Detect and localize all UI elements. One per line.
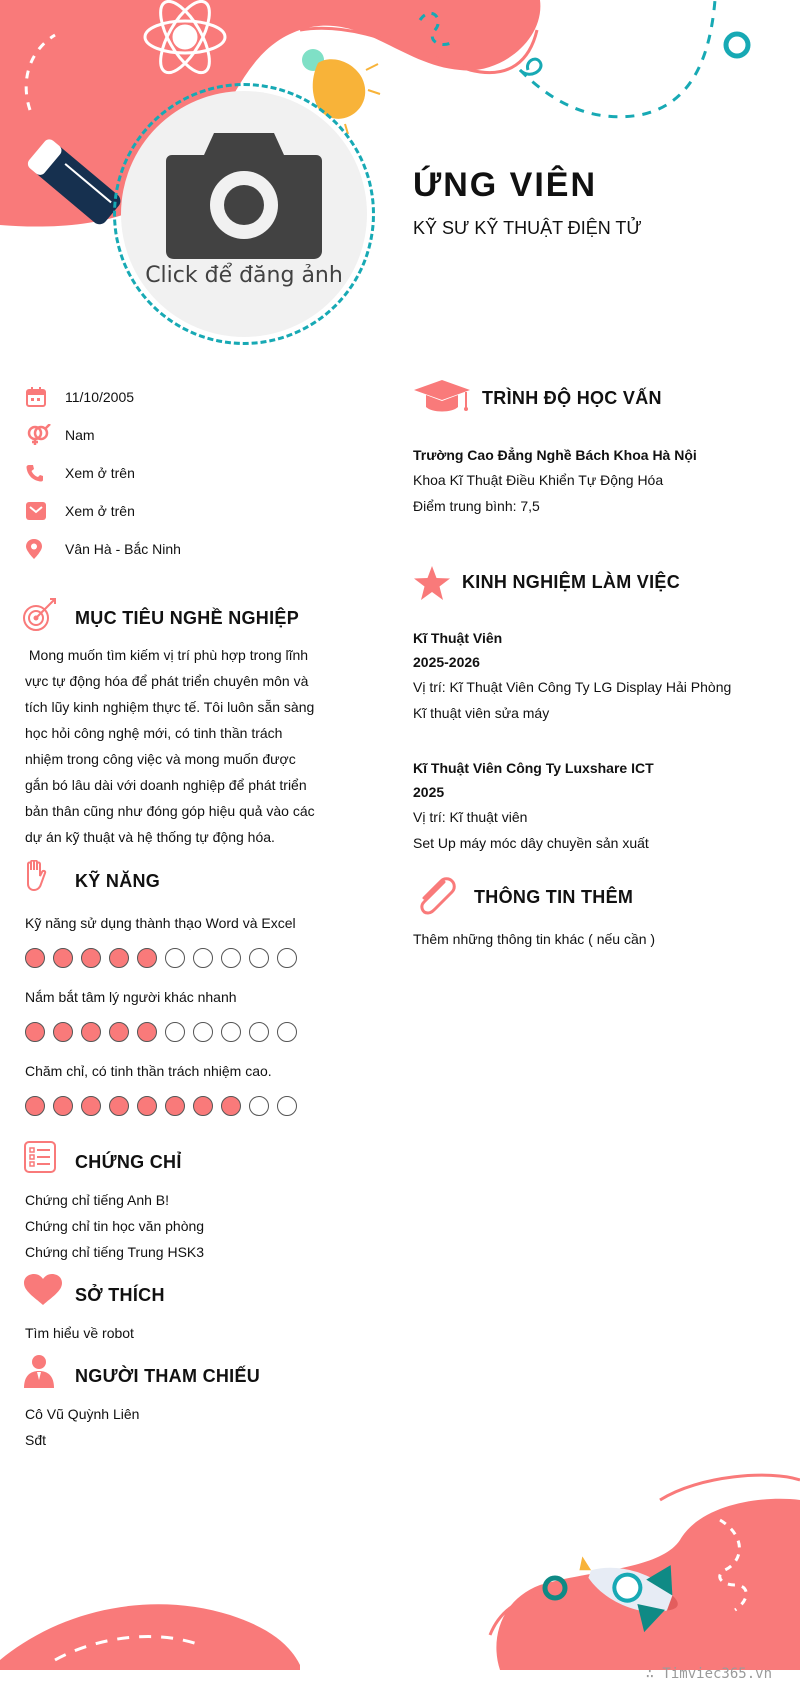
birthdate-value: 11/10/2005 xyxy=(65,389,135,405)
skills-title: KỸ NĂNG xyxy=(75,871,161,891)
experience-title: KINH NGHIỆM LÀM VIỆC xyxy=(462,572,681,592)
rating-dot-empty xyxy=(249,948,269,968)
rating-dot-empty xyxy=(193,948,213,968)
rating-dot-filled xyxy=(25,1022,45,1042)
rating-dot-empty xyxy=(193,1022,213,1042)
skill-name: Kỹ năng sử dụng thành thạo Word và Excel xyxy=(25,915,296,931)
rating-dot-filled xyxy=(25,948,45,968)
references-title: NGƯỜI THAM CHIẾU xyxy=(75,1366,261,1386)
rating-dot-filled xyxy=(53,1022,73,1042)
rating-dot-filled xyxy=(137,948,157,968)
objective-line: dự án kỹ thuật và hệ thống tự động hóa. xyxy=(25,829,275,845)
gender-value: Nam xyxy=(65,427,95,443)
job-title: Kĩ Thuật Viên xyxy=(413,630,503,646)
hand-icon xyxy=(24,860,48,892)
rating-dot-filled xyxy=(165,1096,185,1116)
rating-dot-filled xyxy=(109,948,129,968)
email-value: Xem ở trên xyxy=(65,503,135,519)
skill-name: Nắm bắt tâm lý người khác nhanh xyxy=(25,989,237,1005)
info-birthdate xyxy=(26,383,134,411)
education-faculty: Khoa Kĩ Thuật Điều Khiển Tự Động Hóa xyxy=(413,472,664,488)
additional-text: Thêm những thông tin khác ( nếu cần ) xyxy=(413,931,656,947)
job-period: 2025 xyxy=(413,784,445,800)
person-icon xyxy=(24,1354,54,1388)
skill-name: Chăm chỉ, có tinh thần trách nhiệm cao. xyxy=(25,1063,272,1079)
rating-dot-filled xyxy=(81,1096,101,1116)
photo-upload-area[interactable] xyxy=(121,91,367,337)
rating-dot-empty xyxy=(249,1096,269,1116)
reference-item: Sđt xyxy=(25,1432,47,1448)
education-title: TRÌNH ĐỘ HỌC VẤN xyxy=(482,388,662,408)
phone-value: Xem ở trên xyxy=(65,465,135,481)
rating-dot-empty xyxy=(277,948,297,968)
objective-title: MỤC TIÊU NGHỀ NGHIỆP xyxy=(75,608,300,628)
address-value: Vân Hà - Bắc Ninh xyxy=(65,541,181,557)
rating-dot-filled xyxy=(109,1096,129,1116)
job-description: Set Up máy móc dây chuyền sản xuất xyxy=(413,835,649,851)
objective-line: học hỏi công nghệ mới, có tinh thần trách xyxy=(25,725,283,741)
reference-item: Cô Vũ Quỳnh Liên xyxy=(25,1406,140,1422)
candidate-job-title: KỸ SƯ KỸ THUẬT ĐIỆN TỬ xyxy=(413,218,642,238)
skill-rating xyxy=(25,948,297,968)
rating-dot-empty xyxy=(249,1022,269,1042)
rating-dot-empty xyxy=(277,1096,297,1116)
objective-line: gắn bó lâu dài với doanh nghiệp để phát triển xyxy=(25,777,307,793)
rating-dot-filled xyxy=(137,1096,157,1116)
certificate-item: Chứng chỉ tin học văn phòng xyxy=(25,1218,205,1234)
rating-dot-filled xyxy=(109,1022,129,1042)
gender-icon xyxy=(26,423,56,447)
camera-icon xyxy=(166,125,322,265)
rating-dot-filled xyxy=(137,1022,157,1042)
education-school: Trường Cao Đẳng Nghề Bách Khoa Hà Nội xyxy=(413,447,697,463)
objective-text xyxy=(25,642,319,850)
job-position: Vị trí: Kĩ Thuật Viên Công Ty LG Display Hải Phòng xyxy=(413,679,732,695)
job-description: Kĩ thuật viên sửa máy xyxy=(413,705,550,721)
calendar-icon xyxy=(26,385,56,409)
education-gpa: Điểm trung bình: 7,5 xyxy=(413,498,540,514)
objective-line: nhiệm trong công việc và mong muốn được xyxy=(25,751,296,767)
additional-title: THÔNG TIN THÊM xyxy=(474,887,634,907)
rating-dot-empty xyxy=(165,1022,185,1042)
rating-dot-filled xyxy=(81,948,101,968)
skill-rating xyxy=(25,1022,297,1042)
certificate-item: Chứng chỉ tiếng Trung HSK3 xyxy=(25,1244,205,1260)
objective-line: Mong muốn tìm kiếm vị trí phù hợp trong lĩnh xyxy=(25,647,309,663)
rating-dot-filled xyxy=(81,1022,101,1042)
phone-icon xyxy=(26,461,56,485)
checklist-icon xyxy=(24,1141,56,1173)
rating-dot-filled xyxy=(53,1096,73,1116)
rating-dot-filled xyxy=(221,1096,241,1116)
certificate-item: Chứng chỉ tiếng Anh B! xyxy=(25,1192,170,1208)
photo-upload-label: Click để đăng ảnh xyxy=(145,263,343,288)
objective-line: tích lũy kinh nghiệm thực tế. Tôi luôn sẵn sàng xyxy=(25,699,315,715)
hobbies-title: SỞ THÍCH xyxy=(75,1285,165,1305)
job-position: Vị trí: Kĩ thuật viên xyxy=(413,809,528,825)
objective-line: bản thân cũng như đóng góp hiệu quả vào các xyxy=(25,803,315,819)
graduation-cap-icon xyxy=(414,380,470,416)
rating-dot-filled xyxy=(25,1096,45,1116)
job-period: 2025-2026 xyxy=(413,654,480,670)
info-address xyxy=(26,535,181,563)
rating-dot-empty xyxy=(277,1022,297,1042)
rating-dot-empty xyxy=(221,1022,241,1042)
paperclip-icon xyxy=(414,876,458,920)
job-title: Kĩ Thuật Viên Công Ty Luxshare ICT xyxy=(413,760,654,776)
info-email xyxy=(26,497,135,525)
rating-dot-empty xyxy=(221,948,241,968)
email-icon xyxy=(26,499,56,523)
star-icon xyxy=(414,566,450,600)
watermark: ∴ Timviec365.vn xyxy=(645,1666,772,1682)
footer-decoration xyxy=(0,1460,800,1690)
skill-rating xyxy=(25,1096,297,1116)
info-gender xyxy=(26,421,95,449)
objective-line: vực tự động hóa để phát triển chuyên môn và xyxy=(25,673,309,689)
rating-dot-empty xyxy=(165,948,185,968)
location-icon xyxy=(26,537,56,561)
rating-dot-filled xyxy=(53,948,73,968)
candidate-name: ỨNG VIÊN xyxy=(413,166,598,204)
certificates-title: CHỨNG CHỈ xyxy=(75,1152,182,1172)
heart-icon xyxy=(24,1274,62,1306)
hobby-item: Tìm hiểu về robot xyxy=(25,1325,134,1341)
info-phone xyxy=(26,459,135,487)
target-icon xyxy=(22,596,58,632)
rating-dot-filled xyxy=(193,1096,213,1116)
